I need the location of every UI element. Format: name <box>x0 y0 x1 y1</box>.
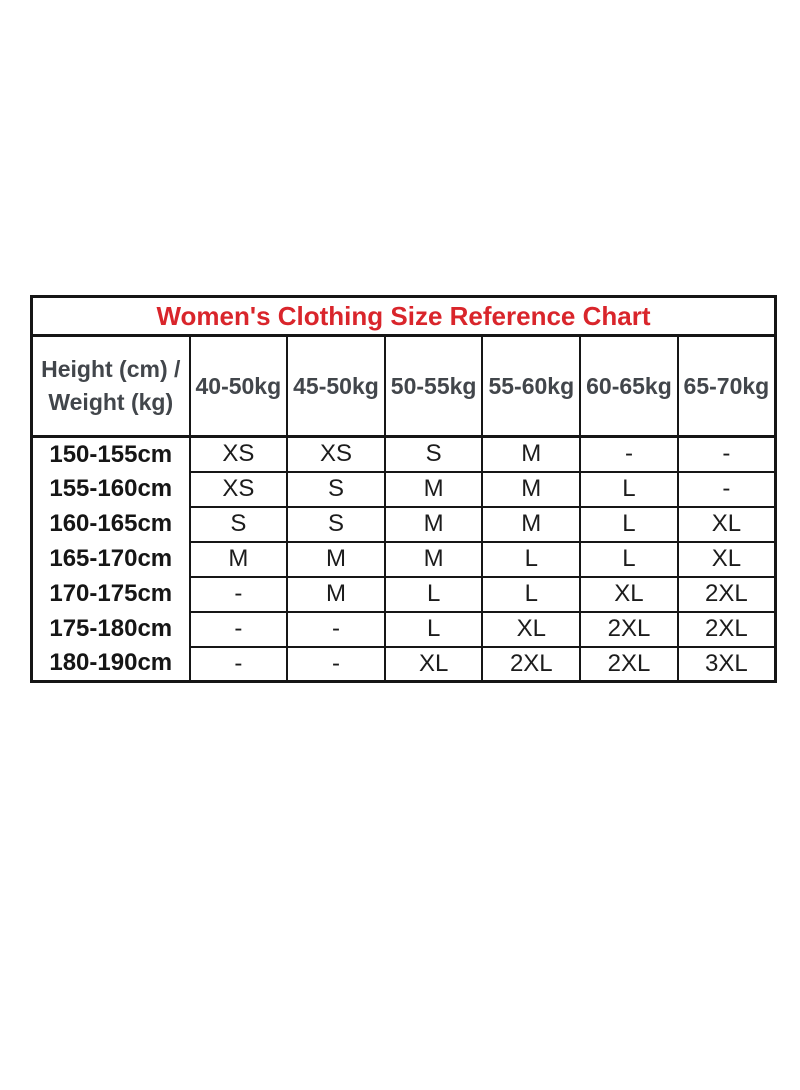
size-cell: XS <box>190 437 288 472</box>
title-row <box>32 297 776 336</box>
height-label: 155-160cm <box>32 472 190 507</box>
size-cell: L <box>580 542 678 577</box>
size-cell: L <box>580 507 678 542</box>
size-cell: M <box>482 472 580 507</box>
size-cell: M <box>287 577 385 612</box>
size-cell: S <box>190 507 288 542</box>
size-cell: XL <box>678 542 776 577</box>
height-label: 160-165cm <box>32 507 190 542</box>
size-cell: M <box>385 507 483 542</box>
size-cell: 3XL <box>678 647 776 682</box>
size-cell: M <box>482 437 580 472</box>
weight-header-50-55: 50-55kg <box>385 336 483 437</box>
size-cell: 2XL <box>678 577 776 612</box>
chart-title: Women's Clothing Size Reference Chart <box>32 297 776 336</box>
size-cell: - <box>678 472 776 507</box>
size-cell: - <box>287 647 385 682</box>
height-label: 180-190cm <box>32 647 190 682</box>
height-label: 170-175cm <box>32 577 190 612</box>
size-cell: - <box>190 647 288 682</box>
size-cell: S <box>287 472 385 507</box>
size-cell: S <box>385 437 483 472</box>
size-cell: S <box>287 507 385 542</box>
size-cell: L <box>385 577 483 612</box>
size-cell: 2XL <box>482 647 580 682</box>
size-cell: L <box>482 542 580 577</box>
size-cell: XL <box>580 577 678 612</box>
size-cell: XS <box>287 437 385 472</box>
table-row <box>32 612 776 647</box>
size-cell: - <box>287 612 385 647</box>
size-cell: - <box>580 437 678 472</box>
size-cell: M <box>385 542 483 577</box>
weight-header-45-50: 45-50kg <box>287 336 385 437</box>
corner-header-line1: Height (cm) / <box>41 355 181 382</box>
size-cell: XL <box>385 647 483 682</box>
table-row <box>32 472 776 507</box>
size-cell: XL <box>678 507 776 542</box>
table-row <box>32 437 776 472</box>
size-cell: L <box>385 612 483 647</box>
size-cell: 2XL <box>678 612 776 647</box>
size-cell: 2XL <box>580 612 678 647</box>
size-cell: M <box>482 507 580 542</box>
corner-header-line2: Weight (kg) <box>48 389 174 415</box>
corner-header <box>32 336 190 437</box>
size-cell: - <box>190 577 288 612</box>
height-label: 165-170cm <box>32 542 190 577</box>
table-row <box>32 577 776 612</box>
weight-header-60-65: 60-65kg <box>580 336 678 437</box>
table-row <box>32 647 776 682</box>
size-cell: XL <box>482 612 580 647</box>
size-cell: - <box>678 437 776 472</box>
size-reference-table <box>30 295 777 683</box>
header-row <box>32 336 776 437</box>
weight-header-40-50: 40-50kg <box>190 336 288 437</box>
weight-header-65-70: 65-70kg <box>678 336 776 437</box>
size-cell: - <box>190 612 288 647</box>
height-label: 150-155cm <box>32 437 190 472</box>
size-cell: XS <box>190 472 288 507</box>
size-cell: M <box>385 472 483 507</box>
size-cell: L <box>482 577 580 612</box>
size-cell: L <box>580 472 678 507</box>
size-cell: M <box>190 542 288 577</box>
table-row <box>32 542 776 577</box>
weight-header-55-60: 55-60kg <box>482 336 580 437</box>
table-row <box>32 507 776 542</box>
height-label: 175-180cm <box>32 612 190 647</box>
size-cell: 2XL <box>580 647 678 682</box>
size-cell: M <box>287 542 385 577</box>
